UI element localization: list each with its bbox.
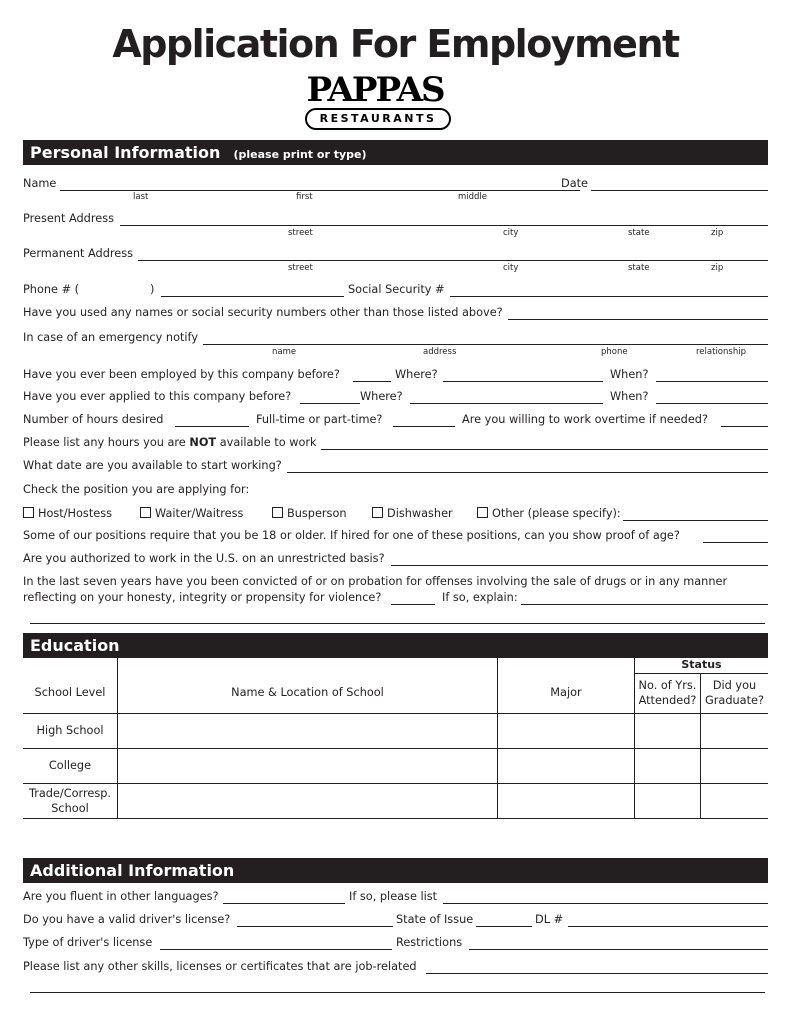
authorized-question: Are you authorized to work in the U.S. on an unrestricted basis?: [23, 552, 385, 565]
college-years-cell[interactable]: [634, 748, 700, 783]
age-proof-question: Some of our positions require that you be 18 or older. If hired for one of these positions, can you show proof of age?: [23, 529, 680, 542]
employed-before-field[interactable]: [353, 381, 391, 382]
positions-row: [23, 507, 768, 525]
other-names-row: [23, 306, 768, 324]
restrictions-label: Restrictions: [396, 936, 463, 949]
present-address-row: [23, 212, 768, 230]
applied-where-field[interactable]: [410, 403, 603, 404]
employed-where-label: Where?: [395, 368, 438, 381]
name-label: Name: [23, 177, 57, 190]
name-field[interactable]: [60, 190, 580, 191]
form-title: Application For Employment: [112, 22, 679, 66]
other-names-field[interactable]: [508, 319, 768, 320]
not-available-bold: NOT: [189, 436, 217, 449]
row-label-trade: Trade/Corresp. School: [23, 783, 117, 818]
high-school-major-cell[interactable]: [497, 713, 634, 748]
state-issue-field[interactable]: [476, 926, 532, 927]
emergency-field[interactable]: [203, 344, 768, 345]
emergency-sub-name: name: [272, 347, 297, 357]
present-sub-street: street: [288, 228, 313, 238]
pappas-logo: PAPPAS: [306, 70, 444, 110]
convicted-question-line2: reflecting on your honesty, integrity or propensity for violence?: [23, 591, 382, 604]
ssn-label: Social Security #: [348, 283, 445, 296]
applied-when-label: When?: [610, 390, 649, 403]
not-available-pre: Please list any hours you are: [23, 436, 186, 449]
col-status: Status: [634, 657, 768, 673]
permanent-address-field[interactable]: [138, 260, 768, 261]
license-type-field[interactable]: [160, 949, 392, 950]
overtime-field[interactable]: [721, 426, 768, 427]
explain-field[interactable]: [521, 604, 768, 605]
position-dishwasher-label: Dishwasher: [387, 507, 453, 520]
languages-list-field[interactable]: [443, 903, 768, 904]
present-address-label: Present Address: [23, 212, 114, 225]
high-school-graduated-cell[interactable]: [700, 713, 768, 748]
applied-before-row: [23, 390, 768, 408]
date-label: Date: [561, 177, 589, 190]
checkbox-icon[interactable]: [272, 507, 283, 518]
languages-row: [23, 890, 768, 908]
restrictions-field[interactable]: [469, 949, 768, 950]
name-sub-middle: middle: [458, 192, 488, 202]
table-row: [23, 713, 768, 748]
not-available-post: available to work: [219, 436, 317, 449]
emergency-sub-relationship: relationship: [696, 347, 746, 357]
start-date-row: [23, 459, 768, 477]
convicted-question-line1: In the last seven years have you been convicted of or on probation for offenses involving the sale of drugs or in any manner: [23, 575, 728, 588]
fulltime-label: Full-time or part-time?: [256, 413, 383, 426]
hours-desired-label: Number of hours desired: [23, 413, 164, 426]
col-school-name: Name & Location of School: [117, 657, 497, 713]
skills-row: [23, 960, 768, 978]
personal-info-header: [23, 140, 768, 165]
permanent-address-label: Permanent Address: [23, 247, 134, 260]
trade-graduated-cell[interactable]: [700, 783, 768, 818]
checkbox-icon[interactable]: [477, 507, 488, 518]
applied-before-field[interactable]: [300, 403, 360, 404]
applied-where-label: Where?: [360, 390, 403, 403]
authorized-row: [23, 552, 768, 570]
dl-label: DL #: [535, 913, 564, 926]
table-row: [23, 783, 768, 818]
present-sub-state: state: [628, 228, 650, 238]
col-major: Major: [497, 657, 634, 713]
languages-question: Are you fluent in other languages?: [23, 890, 219, 903]
permanent-sub-zip: zip: [711, 263, 724, 273]
additional-info-title: Additional Information: [30, 861, 235, 880]
position-other[interactable]: [477, 507, 621, 521]
position-other-field[interactable]: [623, 520, 768, 521]
checkbox-icon[interactable]: [23, 507, 34, 518]
languages-list-label: If so, please list: [349, 890, 438, 903]
age-proof-field[interactable]: [703, 542, 768, 543]
emergency-label: In case of an emergency notify: [23, 331, 199, 344]
fulltime-field[interactable]: [393, 426, 455, 427]
overtime-label: Are you willing to work overtime if needed?: [462, 413, 708, 426]
applied-when-field[interactable]: [656, 403, 768, 404]
name-sub-first: first: [296, 192, 313, 202]
position-waiter-label: Waiter/Waitress: [155, 507, 244, 520]
emergency-sub-address: address: [423, 347, 457, 357]
skills-field[interactable]: [426, 973, 768, 974]
education-table: [23, 657, 768, 819]
permanent-sub-city: city: [503, 263, 519, 273]
phone-row: [23, 283, 768, 301]
dl-field[interactable]: [568, 926, 768, 927]
emergency-row: [23, 331, 768, 349]
position-other-label: Other (please specify):: [492, 507, 621, 520]
high-school-years-cell[interactable]: [634, 713, 700, 748]
position-busperson[interactable]: [272, 507, 347, 521]
checkbox-icon[interactable]: [372, 507, 383, 518]
col-years-attended: No. of Yrs. Attended?: [634, 673, 700, 713]
convicted-field[interactable]: [391, 604, 435, 605]
license-question: Do you have a valid driver's license?: [23, 913, 231, 926]
applied-before-question: Have you ever applied to this company before?: [23, 390, 292, 403]
start-date-question: What date are you available to start working?: [23, 459, 282, 472]
license-row: [23, 913, 768, 931]
employed-where-field[interactable]: [443, 381, 603, 382]
position-host[interactable]: [23, 507, 112, 521]
license-type-row: [23, 936, 768, 954]
present-sub-zip: zip: [711, 228, 724, 238]
trade-years-cell[interactable]: [634, 783, 700, 818]
name-sub-last: last: [133, 192, 149, 202]
languages-field[interactable]: [223, 903, 345, 904]
hours-row: [23, 413, 768, 431]
explain-extra-line[interactable]: [30, 623, 765, 624]
license-type-label: Type of driver's license: [23, 936, 153, 949]
high-school-name-cell[interactable]: [117, 713, 497, 748]
not-available-label: [23, 436, 317, 450]
start-date-field[interactable]: [287, 472, 768, 473]
row-label-college: College: [23, 748, 117, 783]
college-major-cell[interactable]: [497, 748, 634, 783]
personal-info-note: (please print or type): [233, 148, 367, 161]
permanent-sub-street: street: [288, 263, 313, 273]
check-position-label: Check the position you are applying for:: [23, 483, 250, 496]
checkbox-icon[interactable]: [140, 507, 151, 518]
phone-close-paren: ): [150, 283, 155, 296]
trade-name-cell[interactable]: [117, 783, 497, 818]
license-field[interactable]: [237, 926, 393, 927]
age-proof-row: [23, 529, 768, 547]
permanent-sub-state: state: [628, 263, 650, 273]
check-position-row: [23, 483, 768, 501]
not-available-row: [23, 436, 768, 454]
emergency-sub-phone: phone: [601, 347, 628, 357]
explain-label: If so, explain:: [442, 591, 518, 604]
state-issue-label: State of Issue: [396, 913, 474, 926]
education-title: Education: [30, 636, 120, 655]
hours-desired-field[interactable]: [175, 426, 249, 427]
position-host-label: Host/Hostess: [38, 507, 112, 520]
phone-label: Phone # (: [23, 283, 80, 296]
position-dishwasher[interactable]: [372, 507, 453, 521]
additional-info-header: [23, 858, 768, 883]
authorized-field[interactable]: [391, 565, 768, 566]
date-field[interactable]: [591, 190, 768, 191]
table-row: [23, 748, 768, 783]
personal-info-title: Personal Information: [30, 143, 221, 162]
college-graduated-cell[interactable]: [700, 748, 768, 783]
employed-before-row: [23, 368, 768, 386]
employed-before-question: Have you ever been employed by this company before?: [23, 368, 340, 381]
position-busperson-label: Busperson: [287, 507, 347, 520]
position-waiter[interactable]: [140, 507, 243, 521]
col-graduated: Did you Graduate?: [700, 673, 768, 713]
trade-major-cell[interactable]: [497, 783, 634, 818]
permanent-address-row: [23, 247, 768, 265]
education-header: [23, 633, 768, 658]
employed-when-label: When?: [610, 368, 649, 381]
other-names-question: Have you used any names or social security numbers other than those listed above?: [23, 306, 503, 319]
not-available-field[interactable]: [321, 449, 768, 450]
col-school-level: School Level: [23, 657, 117, 713]
ssn-field[interactable]: [450, 296, 768, 297]
row-label-high-school: High School: [23, 713, 117, 748]
present-address-field[interactable]: [120, 225, 768, 226]
phone-field[interactable]: [161, 296, 344, 297]
skills-extra-line[interactable]: [30, 992, 765, 993]
present-sub-city: city: [503, 228, 519, 238]
skills-question: Please list any other skills, licenses or certificates that are job-related: [23, 960, 417, 973]
convicted-row-2: [23, 591, 768, 609]
employed-when-field[interactable]: [656, 381, 768, 382]
college-name-cell[interactable]: [117, 748, 497, 783]
restaurants-logo-badge: RESTAURANTS: [305, 108, 451, 130]
